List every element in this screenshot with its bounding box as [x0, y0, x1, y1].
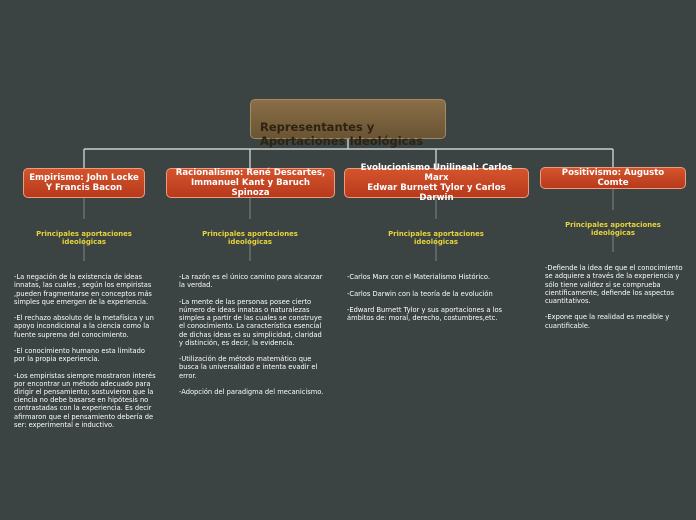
leaf-evolucionismo-text: -Carlos Marx con el Materialismo Histórico. -Carlos Darwin con la teoría de la evolución -Edward Burnett Tylor y sus aportaciones a los ámbitos de: moral, derecho, costumbres,etc. — [347, 273, 503, 323]
leaf-evolucionismo[interactable] — [347, 265, 509, 322]
root-topic[interactable] — [250, 99, 446, 148]
branch-empirismo-label: Empirismo: John Locke Y Francis Bacon — [29, 173, 139, 193]
leaf-empirismo-text: -La negación de la existencia de ideas innatas, las cuales , según los empiristas ,pueden fragmentarse en conceptos más simples que emergen de la experiencia. -El rechazo absoluto de la metafísica y un apoyo incondicional a la ciencia como la fuente suprema del conocimiento. -El conocimiento humano esta limitado por la propia experiencia. -Los empiristas siempre mostraron interés por encontrar un método adecuado para dirigir el pensamiento; sostuvieron que la ciencia no debe basarse en hipótesis no contrastadas con la experiencia. Es decir afirmaron que el pensamiento debería de ser: experimental e inductivo. — [14, 273, 156, 429]
subtopic-evolucionismo-label: Principales aportaciones ideológicas — [388, 230, 484, 246]
branch-empirismo[interactable] — [23, 168, 145, 198]
root-topic-label: Representantes y Aportaciones Ideológicas — [260, 120, 424, 148]
subtopic-positivismo[interactable] — [543, 213, 683, 237]
leaf-racionalismo-text: -La razón es el único camino para alcanzar la verdad. -La mente de las personas posee cierto número de ideas innatas o naturalezas simples a partir de las cuales se construye el conocimiento. La característica esencial de dichas ideas es su simplicidad, claridad y distinción, es decir, la evidencia. -Utilización de método matemático que busca la universalidad e intenta evadir el error. -Adopción del paradigma del mecanicismo. — [179, 273, 324, 397]
branch-racionalismo-label: Racionalismo: René Descartes, Immanuel Kant y Baruch Spinoza — [175, 168, 326, 198]
subtopic-empirismo-label: Principales aportaciones ideológicas — [36, 230, 132, 246]
branch-positivismo[interactable] — [540, 167, 686, 189]
subtopic-racionalismo-label: Principales aportaciones ideológicas — [202, 230, 298, 246]
subtopic-positivismo-label: Principales aportaciones ideológicas — [565, 221, 661, 237]
subtopic-racionalismo[interactable] — [180, 222, 320, 246]
subtopic-evolucionismo[interactable] — [366, 222, 506, 246]
subtopic-empirismo[interactable] — [14, 222, 154, 246]
branch-evolucionismo-label: Evolucionismo Unilineal: Carlos Marx Edwar Burnett Tylor y Carlos Darwin — [360, 163, 513, 203]
branch-evolucionismo[interactable] — [344, 163, 529, 203]
leaf-positivismo-text: -Defiende la idea de que el conocimiento se adquiere a través de la experiencia y sólo tiene validez si se comprueba científicamente, defiende los aspectos cuantitativos. -Expone que la realidad es medible y cuantificable. — [545, 264, 683, 330]
leaf-empirismo[interactable] — [14, 265, 157, 429]
branch-racionalismo[interactable] — [166, 168, 335, 198]
leaf-positivismo[interactable] — [545, 256, 685, 330]
branch-positivismo-label: Positivismo: Augusto Comte — [561, 168, 665, 188]
leaf-racionalismo[interactable] — [179, 265, 325, 396]
